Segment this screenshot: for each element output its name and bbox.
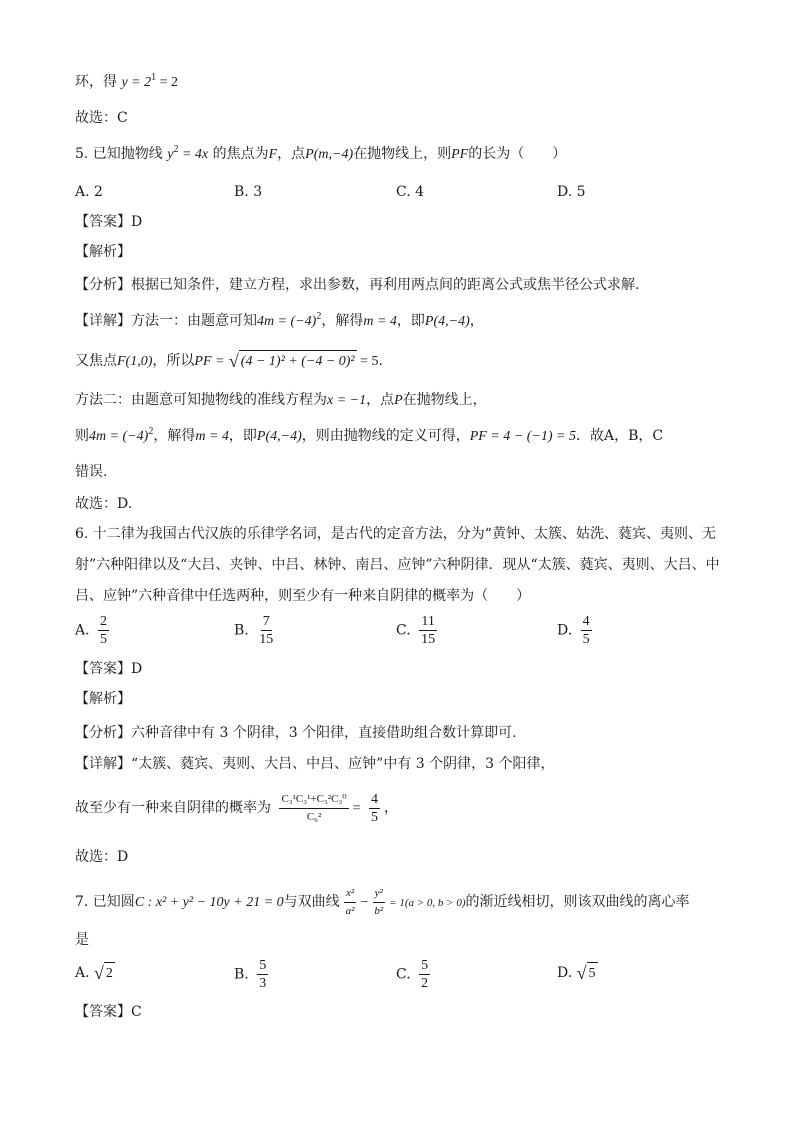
text: 又焦点 xyxy=(75,353,117,369)
question-7-line-2: 是 xyxy=(75,932,89,948)
numerator: x² xyxy=(344,886,356,903)
fraction xyxy=(257,614,275,647)
text: ，点 xyxy=(366,392,395,408)
text: 7. 已知圆 xyxy=(75,894,135,910)
denominator: 5 xyxy=(371,809,379,825)
text: 方法二：由题意可知抛物线的准线方程为 xyxy=(75,392,327,408)
numerator: 4 xyxy=(582,614,590,629)
question-7 xyxy=(75,884,690,921)
q7-option-d xyxy=(557,962,598,984)
text: 与双曲线 xyxy=(283,894,340,910)
radicand: (4 − 1)² + (−4 − 0)² xyxy=(239,350,357,372)
q5-fenxi: 【分析】根据已知条件，建立方程，求出参数，再利用两点间的距离公式或焦半径公式求解. xyxy=(75,277,640,293)
q6-probability xyxy=(75,786,398,831)
superscript: 2 xyxy=(173,144,179,155)
text: 的渐近线相切，则该双曲线的离心率 xyxy=(465,894,690,910)
math: m = 4 xyxy=(363,314,397,329)
text: ，解得 xyxy=(321,313,364,329)
fraction xyxy=(581,614,592,647)
q6-option-a xyxy=(75,614,113,647)
option-label: C. xyxy=(396,966,411,983)
q6-option-c xyxy=(396,614,441,647)
option-label: A. xyxy=(75,965,90,981)
numerator: 11 xyxy=(421,614,435,629)
denominator: 5 xyxy=(100,632,108,647)
text: 的长为（ ） xyxy=(468,146,567,162)
q6-fenxi: 【分析】六种音律中有 3 个阴律，3 个阳律，直接借助组合数计算即可. xyxy=(75,725,517,741)
select-line: 故选：C xyxy=(75,110,128,126)
radicand: 5 xyxy=(587,962,598,984)
superscript: 2 xyxy=(316,311,322,322)
text: ，即 xyxy=(396,313,425,329)
math: − xyxy=(360,895,369,910)
q5-xiangjie-2 xyxy=(75,350,383,372)
math: P(4,−4) xyxy=(424,314,470,329)
q7-option-a xyxy=(75,962,115,984)
fraction xyxy=(369,792,380,825)
math: = xyxy=(352,801,361,816)
q5-option-b: B. 3 xyxy=(234,184,263,200)
numerator: y² xyxy=(373,886,385,903)
q5-xiangjie-3 xyxy=(75,390,487,411)
denominator: C₆² xyxy=(306,810,322,823)
fraction xyxy=(257,958,268,991)
denominator: 5 xyxy=(582,632,590,647)
math: C : x² + y² − 10y + 21 = 0 xyxy=(134,895,284,910)
square-root: √ 2 xyxy=(94,963,113,983)
q5-xiangjie-4 xyxy=(75,426,663,447)
math: y = 2 xyxy=(121,75,152,90)
option-label: D. xyxy=(557,965,573,981)
text: 【详解】方法一：由题意可知 xyxy=(75,313,257,329)
q5-select: 故选：D. xyxy=(75,496,133,512)
superscript: 1 xyxy=(151,72,157,83)
q6-answer: 【答案】D xyxy=(75,661,143,677)
text: ，点 xyxy=(277,146,306,162)
option-label: B. xyxy=(234,966,249,983)
q5-xiangjie-5: 错误. xyxy=(75,464,108,480)
q7-option-b xyxy=(234,958,272,991)
text: 故至少有一种来自阴律的概率为 xyxy=(75,800,271,816)
q5-option-a: A. 2 xyxy=(75,184,103,200)
text: 环，得 xyxy=(75,74,117,90)
text: 在抛物线上， xyxy=(402,392,487,408)
denominator: 15 xyxy=(421,632,436,647)
superscript: 2 xyxy=(148,426,154,437)
text-line xyxy=(75,72,178,93)
square-root: √ (4 − 1)² + (−4 − 0)² xyxy=(228,351,355,371)
math: y xyxy=(167,147,174,162)
fraction xyxy=(344,886,357,919)
text: ．故A，B，C xyxy=(575,428,664,444)
math: = 4x xyxy=(178,147,209,162)
option-label: B. xyxy=(234,622,249,639)
q5-answer: 【答案】D xyxy=(75,214,143,230)
q7-answer: 【答案】C xyxy=(75,1004,142,1020)
math: P xyxy=(394,393,403,408)
math: F(1,0) xyxy=(117,354,153,369)
numerator: 2 xyxy=(100,614,108,629)
numerator: 5 xyxy=(259,958,267,973)
numerator: 5 xyxy=(421,958,429,973)
text: 则 xyxy=(75,428,89,444)
math: 4m = (−4) xyxy=(257,314,317,329)
math: P(4,−4) xyxy=(256,429,302,444)
text: 在抛物线上，则 xyxy=(353,146,452,162)
q7-option-c xyxy=(396,958,434,991)
q5-analysis-heading: 【解析】 xyxy=(75,244,131,260)
math: (m,−4) xyxy=(313,147,354,162)
q6-xiangjie: 【详解】“太簇、蕤宾、夷则、大吕、中吕、应钟”中有 3 个阴律，3 个阳律， xyxy=(75,756,555,772)
math: = 5 xyxy=(356,354,379,369)
text: . xyxy=(378,353,383,369)
math: m = 4 xyxy=(195,429,229,444)
option-label: A. xyxy=(75,622,90,639)
text: 的焦点为 xyxy=(212,146,269,162)
numerator: 4 xyxy=(371,791,379,807)
question-6-line-1: 6. 十二律为我国古代汉族的乐律学名词，是古代的定音方法，分为“黄钟、太簇、姑洗、蕤宾、夷则、无 xyxy=(75,526,716,542)
question-6-line-3: 吕、应钟”六种音律中任选两种，则至少有一种来自阴律的概率为（ ） xyxy=(75,588,531,604)
text: ， xyxy=(384,800,399,816)
q5-xiangjie-1 xyxy=(75,311,484,332)
math: PF = 4 − (−1) = 5 xyxy=(469,429,576,444)
math: PF xyxy=(451,147,469,162)
text: ，所以 xyxy=(152,353,195,369)
question-5 xyxy=(75,144,566,165)
q5-option-c: C. 4 xyxy=(396,184,425,200)
denominator: 15 xyxy=(259,632,274,647)
denominator: 2 xyxy=(421,976,429,991)
option-label: C. xyxy=(396,622,411,639)
math: = 2 xyxy=(156,75,179,90)
math: = 1(a > 0, b > 0) xyxy=(389,897,466,909)
radicand: 2 xyxy=(104,962,115,984)
text: ， xyxy=(469,313,484,329)
question-6-line-2: 射”六种阳律以及“大吕、夹钟、中吕、林钟、南吕、应钟”六种阴律．现从“太簇、蕤宾、夷则、大吕、中 xyxy=(75,557,720,573)
denominator: a² xyxy=(345,904,355,917)
denominator: b² xyxy=(374,904,384,917)
fraction xyxy=(279,792,348,825)
math: 4m = (−4) xyxy=(89,429,149,444)
q5-option-d: D. 5 xyxy=(557,184,586,200)
denominator: 3 xyxy=(259,976,267,991)
math: F xyxy=(268,147,278,162)
q6-option-b xyxy=(234,614,279,647)
option-label: D. xyxy=(557,622,573,639)
math: P xyxy=(305,147,314,162)
math: x = −1 xyxy=(327,393,367,408)
q6-select: 故选：D xyxy=(75,849,129,865)
fraction xyxy=(372,886,385,919)
q6-analysis-heading: 【解析】 xyxy=(75,691,131,707)
fraction xyxy=(419,614,437,647)
text: ，则由抛物线的定义可得， xyxy=(301,428,470,444)
text: ，即 xyxy=(228,428,257,444)
numerator: 7 xyxy=(262,614,270,629)
text: ，解得 xyxy=(153,428,196,444)
numerator: C₃¹C₃¹+C₃²C₃⁰ xyxy=(279,792,348,809)
text: 5. 已知抛物线 xyxy=(75,146,163,162)
square-root: √ 5 xyxy=(576,963,596,983)
fraction xyxy=(419,958,430,991)
math: PF = xyxy=(194,354,225,369)
fraction xyxy=(98,614,109,647)
q6-option-d xyxy=(557,614,596,647)
